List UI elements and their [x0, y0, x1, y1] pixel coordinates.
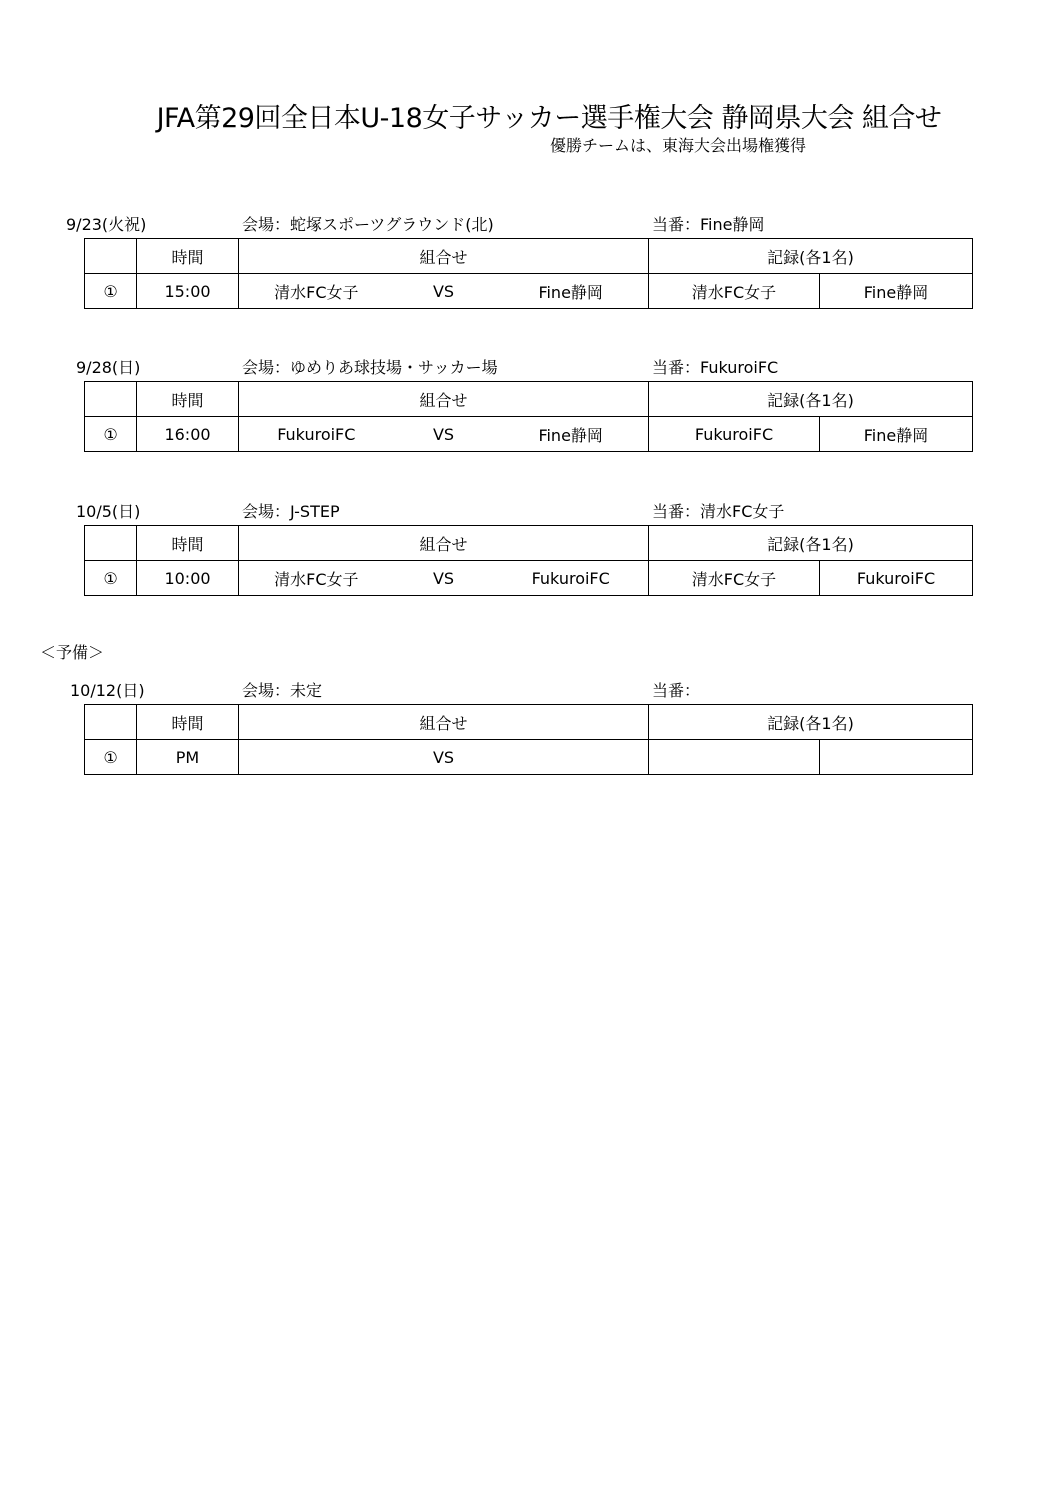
match-header: [0, 676, 1058, 704]
match-venue: 会場：未定: [242, 681, 323, 700]
match-block-1: [0, 210, 1058, 302]
match-date: 9/23(火祝): [66, 215, 147, 234]
header-record: 記録(各1名): [649, 526, 973, 561]
record-team-a: FukuroiFC: [649, 417, 820, 452]
record-team-b: FukuroiFC: [820, 561, 973, 596]
page-title: JFA第29回全日本U-18女子サッカー選手権大会 静岡県大会 組合せ: [156, 103, 942, 134]
table-header-row: [85, 382, 973, 417]
table-row: [85, 561, 973, 596]
vs-label: VS: [432, 281, 455, 301]
table-header-row: [85, 526, 973, 561]
match-block-2: [0, 353, 1058, 445]
table-header-row: [85, 239, 973, 274]
match-venue: 会場：ゆめりあ球技場・サッカー場: [242, 358, 498, 377]
match-pairing: [239, 740, 649, 775]
match-duty: 当番：清水FC女子: [652, 502, 785, 521]
record-team-a: [649, 740, 820, 775]
match-date: 10/5(日): [76, 502, 141, 521]
match-pairing: [239, 561, 649, 596]
header-match: 組合せ: [239, 526, 649, 561]
match-number: ①: [85, 274, 137, 309]
vs-label: VS: [432, 747, 455, 767]
reserve-label: ＜予備＞: [40, 643, 105, 662]
header-record: 記録(各1名): [649, 239, 973, 274]
match-duty: 当番：Fine静岡: [652, 215, 765, 234]
table-row: [85, 417, 973, 452]
match-number: ①: [85, 561, 137, 596]
match-block-3: [0, 497, 1058, 589]
header-record: 記録(各1名): [649, 382, 973, 417]
match-duty: 当番：FukuroiFC: [652, 358, 779, 377]
header-match: 組合せ: [239, 239, 649, 274]
match-venue: 会場：J-STEP: [242, 502, 340, 521]
match-number: ①: [85, 417, 137, 452]
header-match: 組合せ: [239, 382, 649, 417]
team-a: 清水FC女子: [274, 569, 359, 589]
header-record: 記録(各1名): [649, 705, 973, 740]
match-table: [84, 525, 973, 596]
match-header: [0, 497, 1058, 525]
match-duty: 当番：: [652, 681, 701, 700]
match-time: 16:00: [137, 417, 239, 452]
match-header: [0, 210, 1058, 238]
match-time: 15:00: [137, 274, 239, 309]
record-team-b: Fine静岡: [820, 417, 973, 452]
table-header-row: [85, 705, 973, 740]
header-time: 時間: [137, 239, 239, 274]
match-time: 10:00: [137, 561, 239, 596]
match-header: [0, 353, 1058, 381]
table-row: [85, 740, 973, 775]
header-blank: [85, 382, 137, 417]
vs-label: VS: [432, 568, 455, 588]
record-team-a: 清水FC女子: [649, 561, 820, 596]
match-block-reserve: [0, 676, 1058, 767]
match-date: 9/28(日): [76, 358, 141, 377]
header-time: 時間: [137, 382, 239, 417]
team-a: 清水FC女子: [274, 282, 359, 302]
table-row: [85, 274, 973, 309]
team-b: Fine静岡: [538, 425, 603, 445]
team-b: FukuroiFC: [531, 568, 610, 588]
match-time: PM: [137, 740, 239, 775]
match-table: [84, 704, 973, 775]
header-match: 組合せ: [239, 705, 649, 740]
team-b: Fine静岡: [538, 282, 603, 302]
header-blank: [85, 526, 137, 561]
match-table: [84, 381, 973, 452]
page-subtitle: 優勝チームは、東海大会出場権獲得: [550, 136, 807, 155]
match-number: ①: [85, 740, 137, 775]
vs-label: VS: [432, 424, 455, 444]
header-blank: [85, 239, 137, 274]
team-a: FukuroiFC: [277, 424, 356, 444]
match-pairing: [239, 417, 649, 452]
header-blank: [85, 705, 137, 740]
match-date: 10/12(日): [70, 681, 145, 700]
record-team-b: Fine静岡: [820, 274, 973, 309]
match-pairing: [239, 274, 649, 309]
match-table: [84, 238, 973, 309]
record-team-a: 清水FC女子: [649, 274, 820, 309]
header-time: 時間: [137, 705, 239, 740]
match-venue: 会場：蛇塚スポーツグラウンド(北): [242, 215, 494, 234]
record-team-b: [820, 740, 973, 775]
header-time: 時間: [137, 526, 239, 561]
